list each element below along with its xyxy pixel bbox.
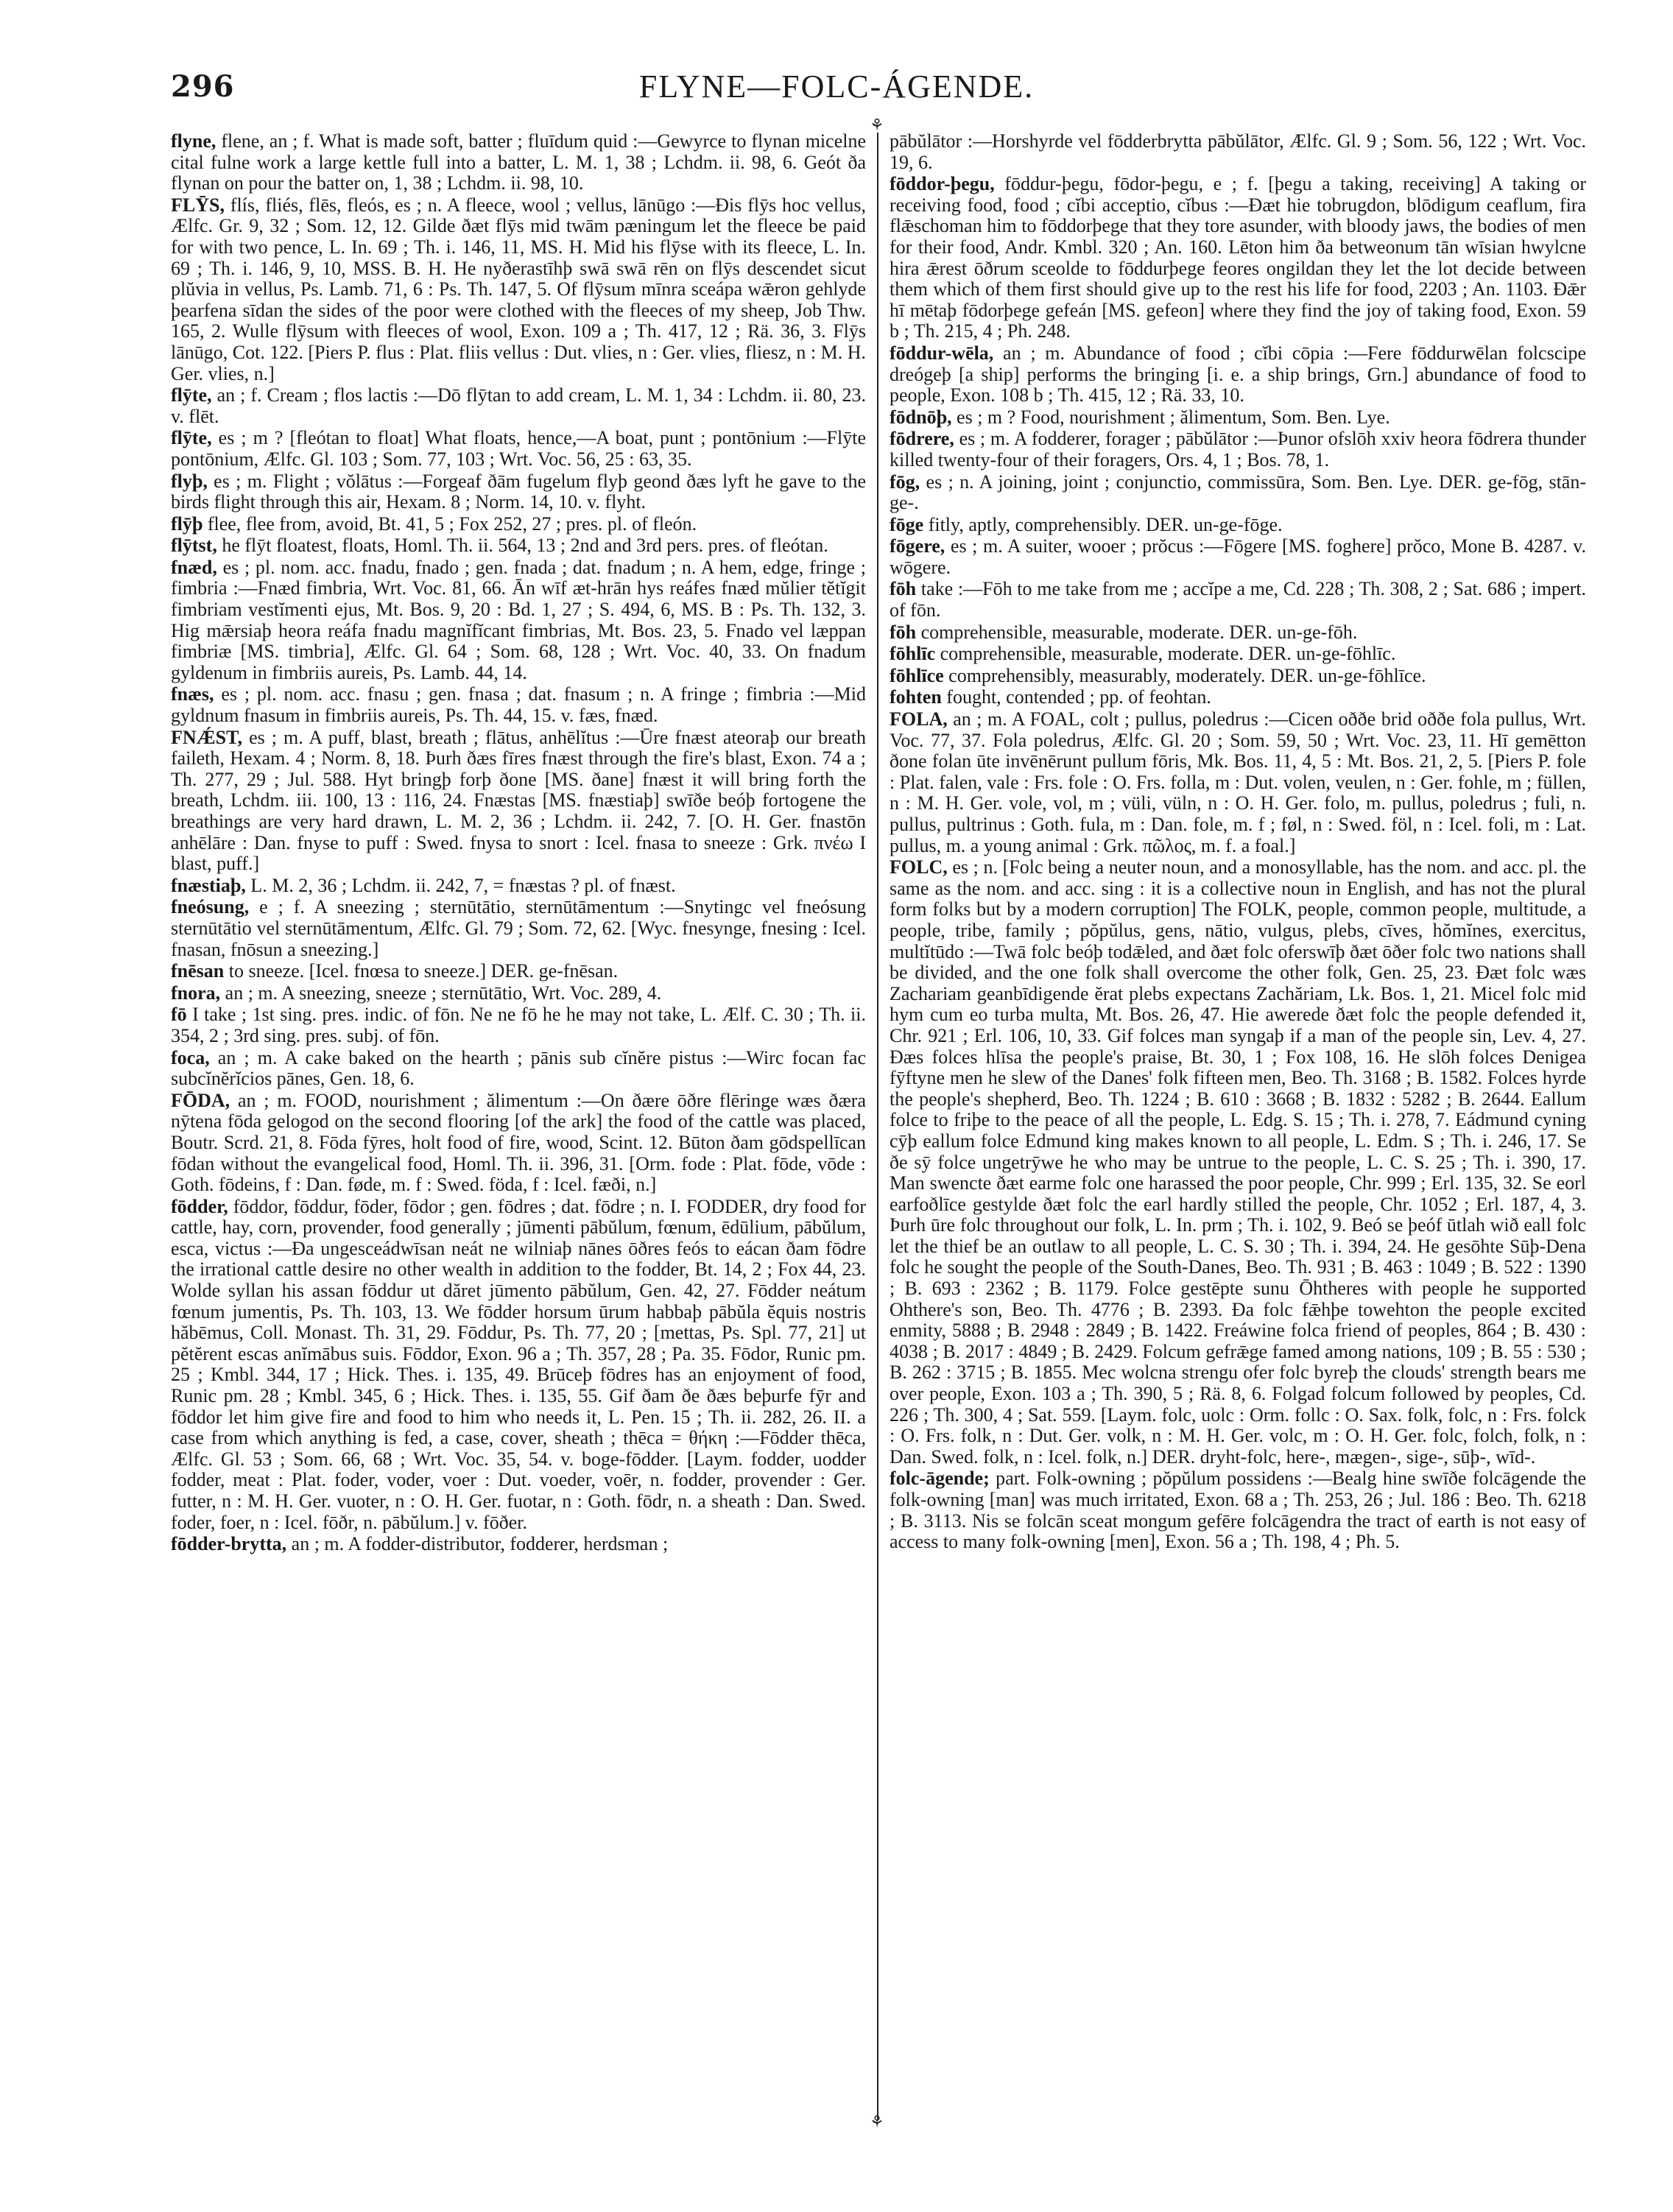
entry-definition: comprehensible, measurable, moderate. DER. un-ge-fōhlīc.	[940, 643, 1396, 665]
dictionary-entry	[171, 428, 866, 470]
entry-definition: fitly, aptly, comprehensibly. DER. un-ge-fōge.	[928, 513, 1283, 535]
dictionary-entry	[890, 515, 1586, 536]
entry-headword: fōdder-brytta,	[171, 1533, 287, 1555]
dictionary-entry	[890, 407, 1586, 429]
entry-definition: es ; m. Flight ; vŏlātus :—Forgeaf ðām fugelum flyþ geond ðæs lyft he gave to the birds flight through this air, Hexam. 8 ; Norm. 14, 10. v. flyht.	[171, 470, 866, 513]
entry-headword: fnora,	[171, 982, 221, 1004]
dictionary-entry	[171, 1048, 866, 1090]
dictionary-entry	[171, 1004, 866, 1046]
entry-headword: fōdrere,	[890, 428, 954, 450]
entry-definition: L. M. 2, 36 ; Lchdm. ii. 242, 7, = fnæstas ? pl. of fnæst.	[250, 874, 676, 896]
entry-headword: fnæd,	[171, 556, 217, 578]
entry-headword: flȳþ	[171, 513, 203, 535]
dictionary-entry	[171, 471, 866, 513]
entry-definition: pābŭlātor :—Horshyrde vel fōdderbrytta pābŭlātor, Ælfc. Gl. 9 ; Som. 56, 122 ; Wrt. Voc. 19, 6.	[890, 131, 1586, 173]
dictionary-entry	[890, 343, 1586, 406]
column-ornament-top: ⚘	[870, 116, 884, 135]
column-ornament-bottom: ⚘	[870, 2113, 884, 2132]
right-column	[890, 131, 1586, 2163]
entry-headword: fōgere,	[890, 535, 945, 557]
entry-definition: to sneeze. [Icel. fnœsa to sneeze.] DER. ge-fnēsan.	[228, 960, 619, 982]
dictionary-entry	[890, 857, 1586, 1468]
dictionary-entry	[890, 687, 1586, 708]
column-divider	[877, 133, 878, 2121]
entry-definition: he flȳt floatest, floats, Homl. Th. ii. 564, 13 ; 2nd and 3rd pers. pres. of fleótan.	[222, 535, 828, 557]
entry-headword: flȳtst,	[171, 535, 217, 557]
entry-definition: es ; n. [Folc being a neuter noun, and a monosyllable, has the nom. and acc. pl. the same as the nom. and acc. sing : it is a collective noun in English, and has not the plural form folks but by a modern corruption] The FOLK, people, common people, multitude, a people, tribe, family ; pŏpŭlus, gens, nātio, vulgus, plebs, cīves, hŏmĭnes, exercitus, multĭtūdo :—Twā folc beóþ todǣled, and ðæt folc oferswīþ ðæt ōðer folc two nations shall be divided, and the one folk shall overcome the other folk, Gen. 25, 23. Ðæt folc wæs Zachariam geanbīdigende ĕrat plebs expectans Zachăriam, Lk. Bos. 1, 21. Micel folc mid hym cum eo turba multa, Mt. Bos. 26, 47. Hie awerede ðæt folc the people defended it, Chr. 921 ; Erl. 106, 10, 33. Gif folces man syngaþ if a man of the people sin, Lev. 4, 27. Ðæs folces hlīsa the people's praise, Bt. 30, 1 ; Fox 108, 16. He slōh folces Denigea fȳftyne men he slew of the Danes' folk fifteen men, Beo. Th. 3168 ; B. 1582. Folces hyrde the people's shepherd, Beo. Th. 1224 ; B. 610 : 3668 ; B. 1832 : 5282 ; B. 2644. Eallum folce to friþe to the peace of all the people, L. Edg. S. 15 ; Th. i. 278, 7. Eádmund cyning cȳþ eallum folce Edmund king makes known to all people, L. Edm. S ; Th. i. 246, 17. Se ðe sȳ folce ungetrȳwe he who may be untrue to the people, L. C. S. 25 ; Th. i. 390, 17. Man swencte ðæt earme folc one harassed the poor people, Chr. 999 ; Erl. 135, 32. Se eorl earfoðlīce gestylde ðæt folc the earl hardly stilled the people, Chr. 1052 ; Erl. 187, 4, 3. Þurh ūre folc throughout our folk, L. In. prm ; Th. i. 102, 9. Beó se þeóf ūtlah wið eall folc let the thief be an outlaw to all people, L. C. S. 30 ; Th. i. 394, 24. He gesōhte Sūþ-Dena folc he sought the people of the South-Danes, Beo. Th. 931 ; B. 463 : 1049 ; B. 522 : 1390 ; B. 693 : 2362 ; B. 1179. Folce gestēpte sunu Ōhtheres with people he supported Ohthere's son, Beo. Th. 4776 ; B. 2393. Ða folc fǣhþe towehton the people excited enmity, 5888 ; B. 2948 : 2849 ; B. 1422. Freáwine folca friend of peoples, 864 ; B. 430 : 4038 ; B. 2017 : 4849 ; B. 2429. Folcum gefrǣge famed among nations, 109 ; B. 55 : 530 ; B. 262 : 3715 ; B. 1855. Mec wolcna strengu ofer folc byreþ the clouds' strength bears me over people, Exon. 103 a ; Th. 390, 5 ; Rä. 8, 6. Folgad folcum followed by peoples, Cd. 226 ; Th. 300, 4 ; Sat. 559. [Laym. folc, uolc : Orm. follc : O. Sax. folk, folc, n : Frs. folck : O. Frs. folk, n : Dut. Ger. volk, n : M. H. Ger. volc, m : O. H. Ger. folc, folch, folk, n : Dan. Swed. folk, n : Icel. folk, n.] DER. dryht-folc, here-, mægen-, sige-, sūþ-, wīd-.	[890, 856, 1586, 1468]
entry-definition: an ; m. Abundance of food ; cĭbi cōpia :—Fere fōddurwēlan folcscipe dreógeþ [a ship] performs the bringing [i. e. a ship brings, Grn.] abundance of food to people, Exon. 108 b ; Th. 415, 12 ; Rä. 33, 10.	[890, 342, 1586, 406]
entry-headword: fōdnōþ,	[890, 406, 952, 428]
entry-definition: es ; m ? Food, nourishment ; ălimentum, Som. Ben. Lye.	[957, 406, 1390, 428]
running-head: FLYNE—FOLC-ÁGENDE.	[638, 68, 1035, 105]
entry-headword: fōdder,	[171, 1195, 228, 1217]
dictionary-entry	[171, 728, 866, 875]
entry-definition: flene, an ; f. What is made soft, batter ; fluīdum quid :—Gewyrce to flynan micelne cital fulne work a large kettle full into a batter, L. M. 1, 38 ; Lchdm. ii. 98, 6. Geót ða flynan on pour the batter on, 1, 38 ; Lchdm. ii. 98, 10.	[171, 131, 866, 194]
entry-definition: fought, contended ; pp. of feohtan.	[946, 686, 1211, 708]
entry-headword: FLȲS,	[171, 194, 225, 216]
entry-definition: fōddur-þegu, fōdor-þegu, e ; f. [þegu a taking, receiving] A taking or receiving food, food ; cĭbi acceptio, cĭbus :—Ðæt hie tobrugdon, blōdigum ceaflum, fira flǣschoman him to fōddorþege that they tore asunder, with bloody jaws, the bodies of men for their food, Andr. Kmbl. 320 ; An. 160. Lēton him ða betweonum tān wīsian hwylcne hira ǣrest ōðrum sceolde to fōddurþege feores ongildan they let the lot decide between them which of them first should give up to the rest his life for food, 2203 ; An. 1103. Ðǣr hī mētaþ fōdorþege gefeán [MS. gefeon] where they find the joy of taking food, Exon. 59 b ; Th. 215, 4 ; Ph. 248.	[890, 173, 1586, 342]
entry-headword: FŌDA,	[171, 1089, 230, 1111]
entry-definition: part. Folk-owning ; pŏpŭlum possidens :—Bealg hine swīðe folcāgende the folk-owning [man] was much irritated, Exon. 68 a ; Th. 253, 26 ; Jul. 186 : Beo. Th. 6218 ; B. 3113. Nis se folcān sceat mongum gefēre folcāgendra the tract of earth is not easy of access to many folk-owning [men], Exon. 56 a ; Th. 198, 4 ; Ph. 5.	[890, 1468, 1586, 1553]
entry-headword: fōge	[890, 513, 924, 535]
dictionary-entry	[171, 961, 866, 982]
entry-headword: fōh	[890, 621, 917, 643]
entry-headword: fō	[171, 1004, 187, 1026]
entry-definition: es ; pl. nom. acc. fnasu ; gen. fnasa ; dat. fnasum ; n. A fringe ; fimbria :—Mid gyldnum fnasum in fimbriis aureis, Ps. Th. 44, 15. v. fæs, fnæd.	[171, 683, 866, 727]
dictionary-entry	[890, 536, 1586, 578]
entry-definition: es ; m ? [fleótan to float] What floats, hence,—A boat, punt ; pontōnium :—Flȳte pontōnium, Ælfc. Gl. 103 ; Som. 77, 103 ; Wrt. Voc. 56, 25 : 63, 35.	[171, 427, 866, 470]
dictionary-entry	[890, 644, 1586, 665]
entry-definition: an ; m. FOOD, nourishment ; ălimentum :—On ðære ōðre flēringe wæs ðæra nȳtena fōda gelogod on the second flooring [of the ark] the food of the cattle was placed, Boutr. Scrd. 21, 8. Fōda fȳres, holt food of fire, wood, Scint. 12. Būton ðam gōdspellīcan fōdan without the evangelical food, Homl. Th. ii. 396, 31. [Orm. fode : Plat. fōde, vōde : Goth. fōdeins, f : Dan. føde, m. f : Swed. föda, f : Icel. fæði, n.]	[171, 1089, 866, 1196]
dictionary-entry	[171, 983, 866, 1004]
dictionary-entry	[890, 709, 1586, 856]
entry-headword: folc-āgende;	[890, 1468, 990, 1490]
dictionary-entry	[171, 1197, 866, 1534]
entry-definition: an ; m. A sneezing, sneeze ; sternūtātio, Wrt. Voc. 289, 4.	[225, 982, 662, 1004]
entry-definition: es ; pl. nom. acc. fnadu, fnado ; gen. fnada ; dat. fnadum ; n. A hem, edge, fringe ; fimbria :—Fnæd fimbria, Wrt. Voc. 81, 66. Ān wīf æt-hrān hys reáfes fnæd mŭlier tĕtĭgit fimbriam vestĭmenti ejus, Mt. Bos. 9, 20 : Bd. 1, 27 ; S. 494, 6, MS. B : Ps. Th. 132, 3. Hig mǣrsiaþ heora reáfa fnadu magnĭfĭcant fimbrias, Mt. Bos. 23, 5. Fnado vel læppan fimbriæ [MS. timbria], Ælfc. Gl. 64 ; Som. 68, 128 ; Wrt. Voc. 40, 33. On fnadum gyldenum in fimbriis aureis, Ps. Lamb. 44, 14.	[171, 556, 866, 683]
entry-headword: flȳte,	[171, 427, 212, 449]
entry-headword: foca,	[171, 1046, 210, 1068]
dictionary-entry	[890, 666, 1586, 687]
entry-headword: fnæstiaþ,	[171, 874, 246, 896]
entry-definition: es ; m. A suiter, wooer ; prŏcus :—Fōgere [MS. foghere] prŏco, Mone B. 4287. v. wōgere.	[890, 535, 1586, 578]
dictionary-entry	[171, 535, 866, 557]
left-column	[171, 131, 866, 2163]
entry-definition: take :—Fōh to me take from me ; accĭpe a me, Cd. 228 ; Th. 308, 2 ; Sat. 686 ; impert. of fōn.	[890, 578, 1586, 621]
dictionary-entry	[171, 876, 866, 897]
entry-definition: fōddor, fōddur, fōder, fōdor ; gen. fōdres ; dat. fōdre ; n. I. FODDER, dry food for cattle, hay, corn, provender, food generally ; jūmenti pābŭlum, fœnum, ēdūlium, pābŭlum, esca, victus :—Ða ungesceádwīsan neát ne wilniaþ nānes ōðres feós to eácan ðam fōdre the irrational cattle desire no other wealth in addition to the fodder, Bt. 14, 2 ; Fox 44, 23. Wolde syllan his assan fōddur ut dăret jūmento pābŭlum, Gen. 42, 27. Fōdder neátum fœnum jumentis, Ps. Th. 103, 13. We fōdder horsum ūrum habbaþ pābŭla ĕquis nostris hăbēmus, Coll. Monast. Th. 31, 29. Fōddur, Ps. Th. 77, 20 ; [mettas, Ps. Spl. 77, 21] ut pĕtĕrent escas anĭmābus suis. Fōddor, Exon. 96 a ; Th. 357, 28 ; Pa. 35. Fōdor, Runic pm. 25 ; Kmbl. 344, 17 ; Hick. Thes. i. 135, 49. Brūceþ fōdres has an enjoyment of food, Runic pm. 28 ; Kmbl. 345, 6 ; Hick. Thes. i. 135, 55. Gif ðam ðe ðæs beþurfe fȳr and fōddor let him give fire and food to him who needs it, L. Pen. 15 ; Th. ii. 282, 26. II. a case from which anything is fed, a case, cover, sheath ; thēca = θήκη :—Fōdder thēca, Ælfc. Gl. 53 ; Som. 66, 68 ; Wrt. Voc. 35, 54. v. boge-fōdder. [Laym. fodder, uodder fodder, meat : Plat. foder, voder, voer : Dut. voeder, voēr, n. fodder, provender : Ger. futter, n : M. H. Ger. vuoter, n : O. H. Ger. fuotar, n : Goth. fōdr, n. a sheath : Dan. Swed. foder, foer, n : Icel. fōðr, n. pābŭlum.] v. fōðer.	[171, 1195, 866, 1533]
entry-definition: es ; n. A joining, joint ; conjunctio, commissūra, Som. Ben. Lye. DER. ge-fōg, stān-ge-.	[890, 471, 1586, 514]
entry-headword: FOLC,	[890, 856, 948, 878]
entry-definition: e ; f. A sneezing ; sternūtātio, sternūtāmentum :—Snytingc vel fneósung sternūtātio vel sternūtāmentum, Ælfc. Gl. 79 ; Som. 72, 62. [Wyc. fnesynge, fnesing : Icel. fnasan, fnōsun a sneezing.]	[171, 896, 866, 960]
entry-headword: fōh	[890, 578, 917, 600]
entry-headword: fnēsan	[171, 960, 225, 982]
entry-headword: fnæs,	[171, 683, 214, 705]
dictionary-entry	[171, 1534, 866, 1555]
dictionary-entry	[890, 174, 1586, 342]
entry-headword: FNǼST,	[171, 726, 243, 748]
dictionary-entry	[890, 472, 1586, 514]
dictionary-entry	[890, 1468, 1586, 1552]
entry-definition: an ; f. Cream ; flos lactis :—Dō flȳtan to add cream, L. M. 1, 34 : Lchdm. ii. 80, 23. v. flēt.	[171, 384, 866, 427]
entry-definition: an ; m. A FOAL, colt ; pullus, poledrus :—Cicen oððe brid oððe fola pullus, Wrt. Voc. 77, 37. Fola poledrus, Ælfc. Gl. 20 ; Som. 59, 50 ; Wrt. Voc. 23, 11. Hī gemētton ðone folan ūte invēnērunt pullum fōris, Mk. Bos. 11, 4, 5 : Mt. Bos. 21, 2, 5. [Piers P. fole : Plat. falen, vale : Frs. fole : O. Frs. folla, m : Dut. volen, veulen, n : Ger. fohle, m ; füllen, n : M. H. Ger. vole, vol, m ; vüli, vüln, n : O. H. Ger. folo, m. pullus, poledrus ; fuli, n. pullus, pultrinus : Goth. fula, m : Dan. fole, m. f ; føl, n : Swed. föl, n : Icel. foli, m : Lat. pullus, m. a young animal : Grk. πῶλος, m. f. a foal.]	[890, 708, 1586, 856]
dictionary-entry	[890, 131, 1586, 173]
entry-headword: fohten	[890, 686, 942, 708]
dictionary-entry	[171, 514, 866, 535]
dictionary-entry	[890, 579, 1586, 621]
dictionary-entry	[890, 429, 1586, 471]
entry-headword: fōhlīce	[890, 664, 944, 686]
entry-headword: fōhlīc	[890, 643, 936, 665]
entry-definition: comprehensible, measurable, moderate. DER. un-ge-fōh.	[920, 621, 1358, 643]
entry-definition: flee, flee from, avoid, Bt. 41, 5 ; Fox 252, 27 ; pres. pl. of fleón.	[207, 513, 697, 535]
dictionary-entry	[171, 1091, 866, 1196]
entry-definition: flís, fliés, flēs, fleós, es ; n. A fleece, wool ; vellus, lānūgo :—Ðis flȳs hoc vellus, Ælfc. Gr. 9, 32 ; Som. 12, 12. Gilde ðæt flȳs mid twām pæningum let the fleece be paid for with two pence, L. In. 69 ; Th. i. 146, 11, MS. H. Mid his flȳse with its fleece, L. In. 69 ; Th. i. 146, 9, 10, MSS. B. H. He nyðerastīhþ swā swā rēn on flȳs descendet sicut plŭvia in vellus, Ps. Lamb. 71, 6 : Ps. Th. 147, 5. Of flȳsum mīnra sceápa wǣron gehlyde þearfena sīdan the sides of the poor were clothed with the fleeces of my sheep, Job Thw. 165, 2. Wulle flȳsum with fleeces of wool, Exon. 109 a ; Th. 417, 12 ; Rä. 36, 3. Flȳs lānūgo, Cot. 122. [Piers P. flus : Plat. fliis vellus : Dut. vlies, n : Ger. vlies, fliesz, n : M. H. Ger. vlies, n.]	[171, 194, 866, 384]
dictionary-entry	[171, 131, 866, 194]
entry-headword: flȳte,	[171, 384, 212, 406]
entry-definition: es ; m. A fodderer, forager ; pābŭlātor :—Þunor ofslōh xxiv heora fōdrera thunder killed twenty-four of their foragers, Ors. 4, 1 ; Bos. 78, 1.	[890, 428, 1586, 471]
dictionary-entry	[171, 684, 866, 726]
entry-headword: fōddor-þegu,	[890, 173, 995, 195]
entry-headword: FOLA,	[890, 708, 948, 730]
entry-headword: fōddur-wēla,	[890, 342, 994, 364]
entry-definition: comprehensibly, measurably, moderately. DER. un-ge-fōhlīce.	[948, 664, 1426, 686]
dictionary-entry	[171, 195, 866, 384]
dictionary-entry	[171, 897, 866, 960]
dictionary-entry	[890, 622, 1586, 644]
entry-headword: fneósung,	[171, 896, 250, 918]
entry-definition: I take ; 1st sing. pres. indic. of fōn. Ne ne fō he he may not take, L. Ælf. C. 30 ; Th. ii. 354, 2 ; 3rd sing. pres. subj. of fōn.	[171, 1004, 866, 1046]
page-number: 296	[171, 69, 235, 104]
entry-headword: flyþ,	[171, 470, 208, 492]
entry-headword: flyne,	[171, 131, 216, 152]
dictionary-entry	[171, 385, 866, 427]
entry-definition: an ; m. A cake baked on the hearth ; pānis sub cĭnĕre pistus :—Wirc focan fac subcĭnĕrĭcios pānes, Gen. 18, 6.	[171, 1046, 866, 1090]
entry-definition: an ; m. A fodder-distributor, fodderer, herdsman ;	[291, 1533, 669, 1555]
entry-headword: fōg,	[890, 471, 920, 493]
entry-definition: es ; m. A puff, blast, breath ; flātus, anhēlĭtus :—Ūre fnæst ateoraþ our breath faileth, Hexam. 4 ; Norm. 8, 18. Þurh ðæs fīres fnæst through the fire's blast, Exon. 74 a ; Th. 277, 29 ; Jul. 588. Hyt bringþ forþ ðone [MS. ðane] fnæst it will bring forth the breath, Lchdm. iii. 100, 13 : 116, 24. Fnæstas [MS. fnæstiaþ] swīðe beóþ fortogene the breathings are very hard drawn, L. M. 2, 36 ; Lchdm. ii. 242, 7. [O. H. Ger. fnastōn anhēlāre : Dan. fnyse to puff : Swed. fnysa to snort : Icel. fnasa to sneeze : Grk. πνέω I blast, puff.]	[171, 726, 866, 875]
dictionary-entry	[171, 557, 866, 684]
